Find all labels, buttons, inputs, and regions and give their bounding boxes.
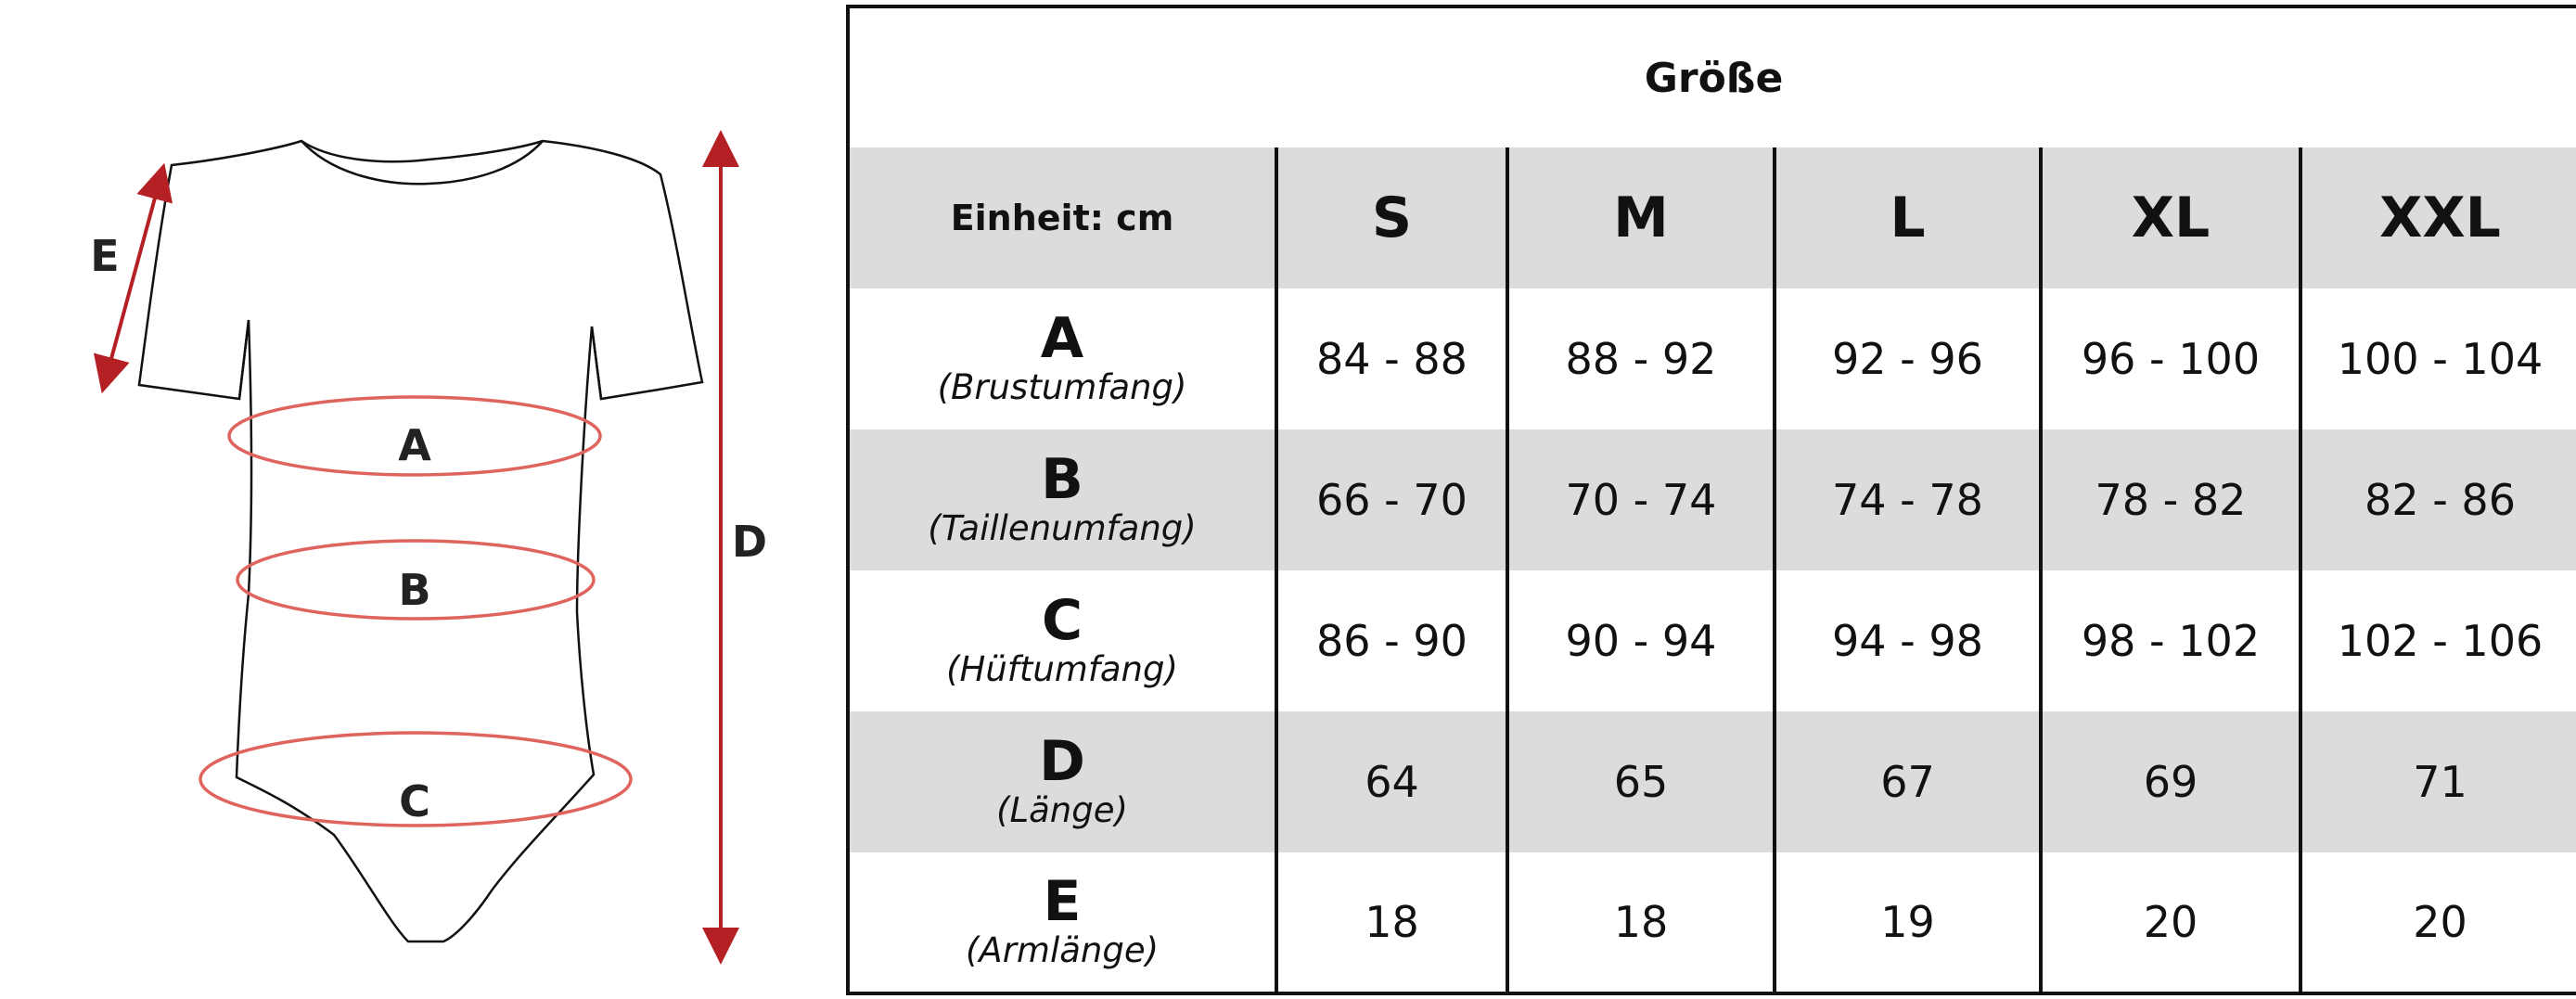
table-cell: 18 (1507, 852, 1775, 993)
table-row (848, 570, 2576, 711)
row-letter: D (1039, 729, 1085, 794)
label-b: B (398, 565, 431, 615)
table-cell: 92 - 96 (1775, 288, 2041, 429)
table-cell: 20 (2300, 852, 2576, 993)
row-name: (Hüftumfang) (946, 649, 1178, 689)
table-cell: 96 - 100 (2041, 288, 2300, 429)
table-row (848, 852, 2576, 993)
label-d: D (731, 517, 768, 567)
size-chart-table (846, 5, 2576, 995)
size-header: XL (2041, 147, 2300, 288)
table-cell: 102 - 106 (2300, 570, 2576, 711)
row-label (848, 852, 1276, 993)
table-cell: 82 - 86 (2300, 429, 2576, 570)
row-name: (Brustumfang) (937, 367, 1187, 407)
size-header: M (1507, 147, 1775, 288)
bodysuit-measurement-diagram (0, 0, 835, 999)
left-sleeve-seam (239, 320, 249, 399)
right-sleeve-seam (592, 327, 601, 399)
unit-label: Einheit: cm (848, 147, 1276, 288)
table-cell: 98 - 102 (2041, 570, 2300, 711)
table-title: Größe (848, 6, 2576, 147)
row-name: (Armlänge) (965, 930, 1160, 970)
table-cell: 88 - 92 (1507, 288, 1775, 429)
neckline (301, 141, 543, 184)
table-cell: 69 (2041, 711, 2300, 852)
table-cell: 70 - 74 (1507, 429, 1775, 570)
table-cell: 90 - 94 (1507, 570, 1775, 711)
table-cell: 78 - 82 (2041, 429, 2300, 570)
title-row (848, 6, 2576, 147)
row-label (848, 429, 1276, 570)
table-cell: 66 - 70 (1276, 429, 1507, 570)
table-cell: 18 (1276, 852, 1507, 993)
table-cell: 19 (1775, 852, 2041, 993)
row-letter: A (1040, 306, 1084, 371)
table-cell: 20 (2041, 852, 2300, 993)
table-cell: 86 - 90 (1276, 570, 1507, 711)
table-cell: 65 (1507, 711, 1775, 852)
table-cell: 67 (1775, 711, 2041, 852)
table-cell: 71 (2300, 711, 2576, 852)
row-name: (Länge) (996, 790, 1128, 830)
table-row (848, 429, 2576, 570)
table-cell: 100 - 104 (2300, 288, 2576, 429)
table-row (848, 288, 2576, 429)
row-label (848, 288, 1276, 429)
row-letter: C (1041, 588, 1083, 653)
size-header: L (1775, 147, 2041, 288)
table-cell: 84 - 88 (1276, 288, 1507, 429)
size-header: S (1276, 147, 1507, 288)
header-row (848, 147, 2576, 288)
label-e: E (90, 231, 120, 281)
label-c: C (399, 776, 430, 826)
size-header: XXL (2300, 147, 2576, 288)
table-row (848, 711, 2576, 852)
row-label (848, 711, 1276, 852)
table-cell: 64 (1276, 711, 1507, 852)
table-cell: 74 - 78 (1775, 429, 2041, 570)
label-a: A (398, 420, 431, 470)
row-letter: B (1041, 447, 1083, 512)
row-label (848, 570, 1276, 711)
table-cell: 94 - 98 (1775, 570, 2041, 711)
row-name: (Taillenumfang) (928, 508, 1197, 548)
row-letter: E (1043, 869, 1082, 934)
